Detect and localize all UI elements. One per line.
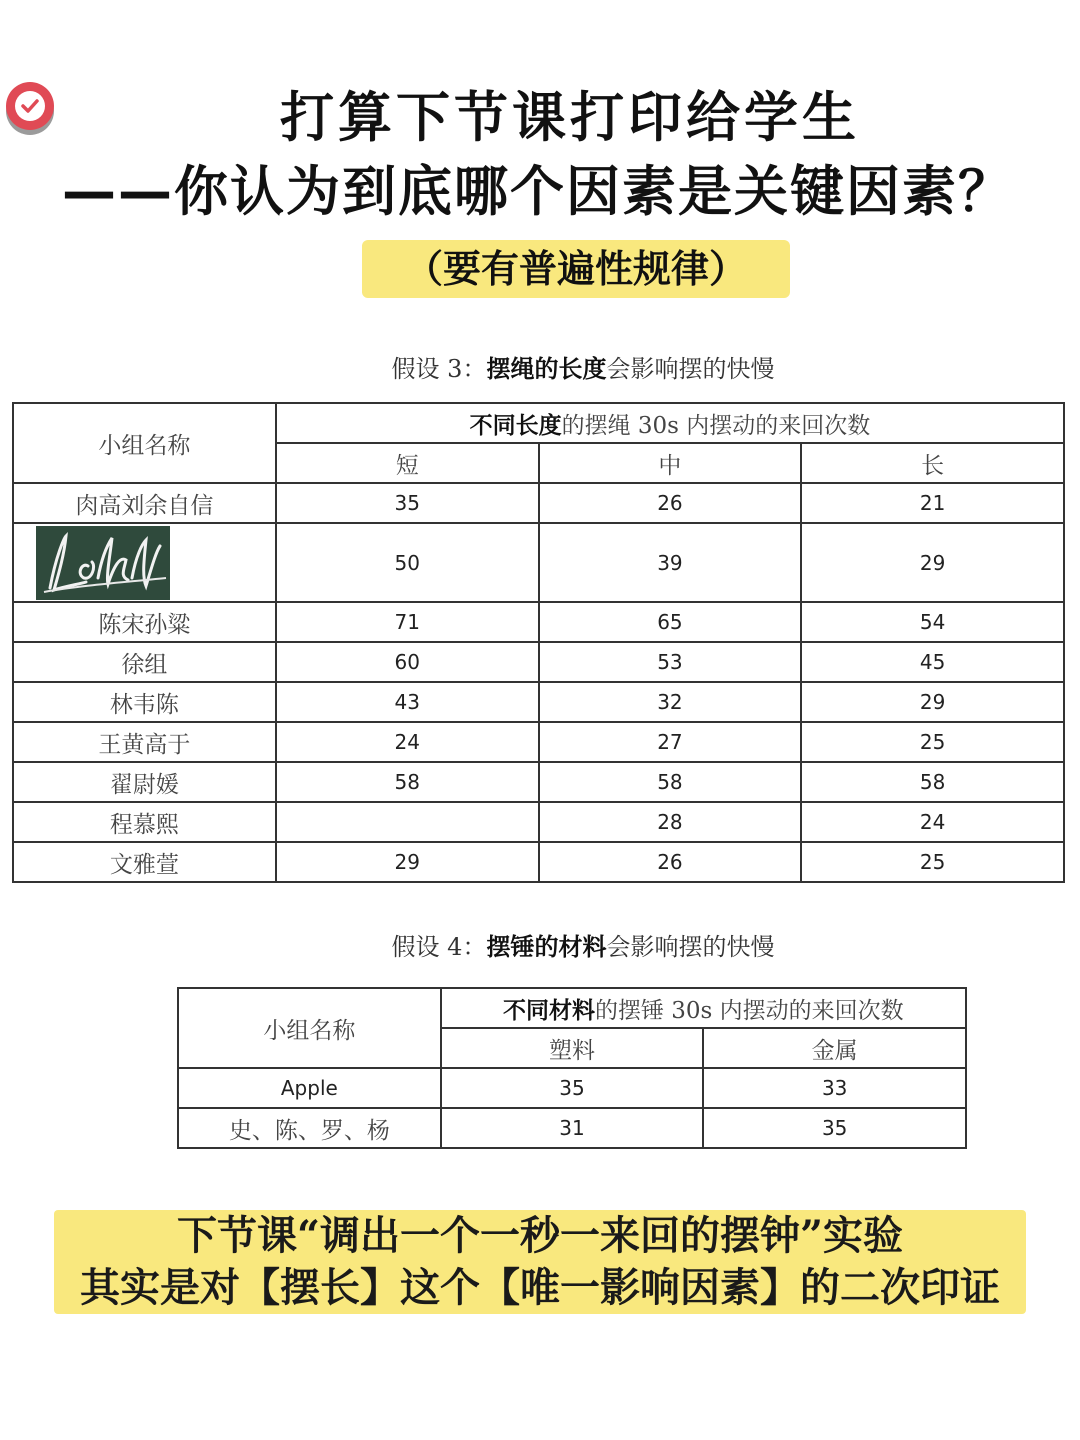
value-cell: 21 <box>801 483 1064 523</box>
caption-bold: 摆锤的材料 <box>486 932 607 961</box>
material-header <box>441 988 966 1028</box>
value-cell <box>276 802 539 842</box>
title-line-1: 打算下节课打印给学生 <box>280 86 860 149</box>
value-cell: 27 <box>539 722 802 762</box>
header-bold: 不同长度 <box>469 411 562 439</box>
header-rest: 的摆绳 30s 内摆动的来回次数 <box>561 412 871 439</box>
sub-header-long: 长 <box>801 443 1064 483</box>
sub-header-short: 短 <box>276 443 539 483</box>
hypothesis3-table <box>12 402 1065 883</box>
table-row <box>13 602 1064 642</box>
value-cell: 50 <box>276 523 539 602</box>
group-name: 肉高刘余自信 <box>13 483 276 523</box>
table-row <box>178 1108 966 1148</box>
value-cell: 60 <box>276 642 539 682</box>
group-name: 徐组 <box>13 642 276 682</box>
value-cell: 32 <box>539 682 802 722</box>
sub-header-metal: 金属 <box>703 1028 966 1068</box>
value-cell: 29 <box>276 842 539 882</box>
value-cell: 26 <box>539 483 802 523</box>
value-cell: 53 <box>539 642 802 682</box>
value-cell: 35 <box>703 1108 966 1148</box>
subtitle-highlight: （要有普遍性规律） <box>362 240 790 298</box>
value-cell: 35 <box>441 1068 704 1108</box>
value-cell: 24 <box>276 722 539 762</box>
sub-header-plastic: 塑料 <box>441 1028 704 1068</box>
title-line-2: ——你认为到底哪个因素是关键因素？ <box>62 160 1014 223</box>
group-name: 王黄高于 <box>13 722 276 762</box>
header-rest: 的摆锤 30s 内摆动的来回次数 <box>594 997 904 1024</box>
handwritten-signature-image <box>36 526 170 600</box>
group-name: 程慕熙 <box>13 802 276 842</box>
value-cell: 39 <box>539 523 802 602</box>
value-cell: 31 <box>441 1108 704 1148</box>
value-cell: 58 <box>276 762 539 802</box>
value-cell: 35 <box>276 483 539 523</box>
table-row <box>13 682 1064 722</box>
table-row <box>13 762 1064 802</box>
value-cell: 58 <box>539 762 802 802</box>
sub-header-medium: 中 <box>539 443 802 483</box>
value-cell: 29 <box>801 523 1064 602</box>
value-cell: 71 <box>276 602 539 642</box>
hypothesis3-caption <box>0 354 1080 384</box>
value-cell: 25 <box>801 722 1064 762</box>
group-name: 文雅萱 <box>13 842 276 882</box>
table-row <box>13 523 1064 602</box>
conclusion-line-1: 下节课“调出一个一秒一来回的摆钟”实验 <box>176 1212 903 1259</box>
group-name: Apple <box>178 1068 441 1108</box>
value-cell: 33 <box>703 1068 966 1108</box>
length-header <box>276 403 1064 443</box>
group-name: 林韦陈 <box>13 682 276 722</box>
value-cell: 24 <box>801 802 1064 842</box>
value-cell: 54 <box>801 602 1064 642</box>
group-name-header: 小组名称 <box>13 403 276 483</box>
value-cell: 43 <box>276 682 539 722</box>
value-cell: 26 <box>539 842 802 882</box>
group-name: 史、陈、罗、杨 <box>178 1108 441 1148</box>
table-row <box>13 842 1064 882</box>
caption-prefix: 假设 3： <box>391 355 487 383</box>
table-row <box>178 1068 966 1108</box>
group-name-header: 小组名称 <box>178 988 441 1068</box>
value-cell: 65 <box>539 602 802 642</box>
caption-prefix: 假设 4： <box>391 933 487 961</box>
conclusion-highlight <box>54 1210 1026 1314</box>
table-row <box>13 802 1064 842</box>
group-name: 陈宋孙粱 <box>13 602 276 642</box>
value-cell: 45 <box>801 642 1064 682</box>
caption-bold: 摆绳的长度 <box>486 354 607 383</box>
value-cell: 25 <box>801 842 1064 882</box>
value-cell: 28 <box>539 802 802 842</box>
table-row <box>13 722 1064 762</box>
caption-suffix: 会影响摆的快慢 <box>606 355 775 383</box>
group-name: 翟尉媛 <box>13 762 276 802</box>
table-row <box>13 642 1064 682</box>
header-bold: 不同材料 <box>502 996 595 1024</box>
conclusion-line-2: 其实是对【摆长】这个【唯一影响因素】的二次印证 <box>80 1264 1000 1311</box>
signature-cell <box>13 523 276 602</box>
value-cell: 58 <box>801 762 1064 802</box>
table-row <box>13 483 1064 523</box>
caption-suffix: 会影响摆的快慢 <box>606 933 775 961</box>
hypothesis4-table <box>177 987 967 1149</box>
hypothesis4-caption <box>0 932 1080 962</box>
value-cell: 29 <box>801 682 1064 722</box>
